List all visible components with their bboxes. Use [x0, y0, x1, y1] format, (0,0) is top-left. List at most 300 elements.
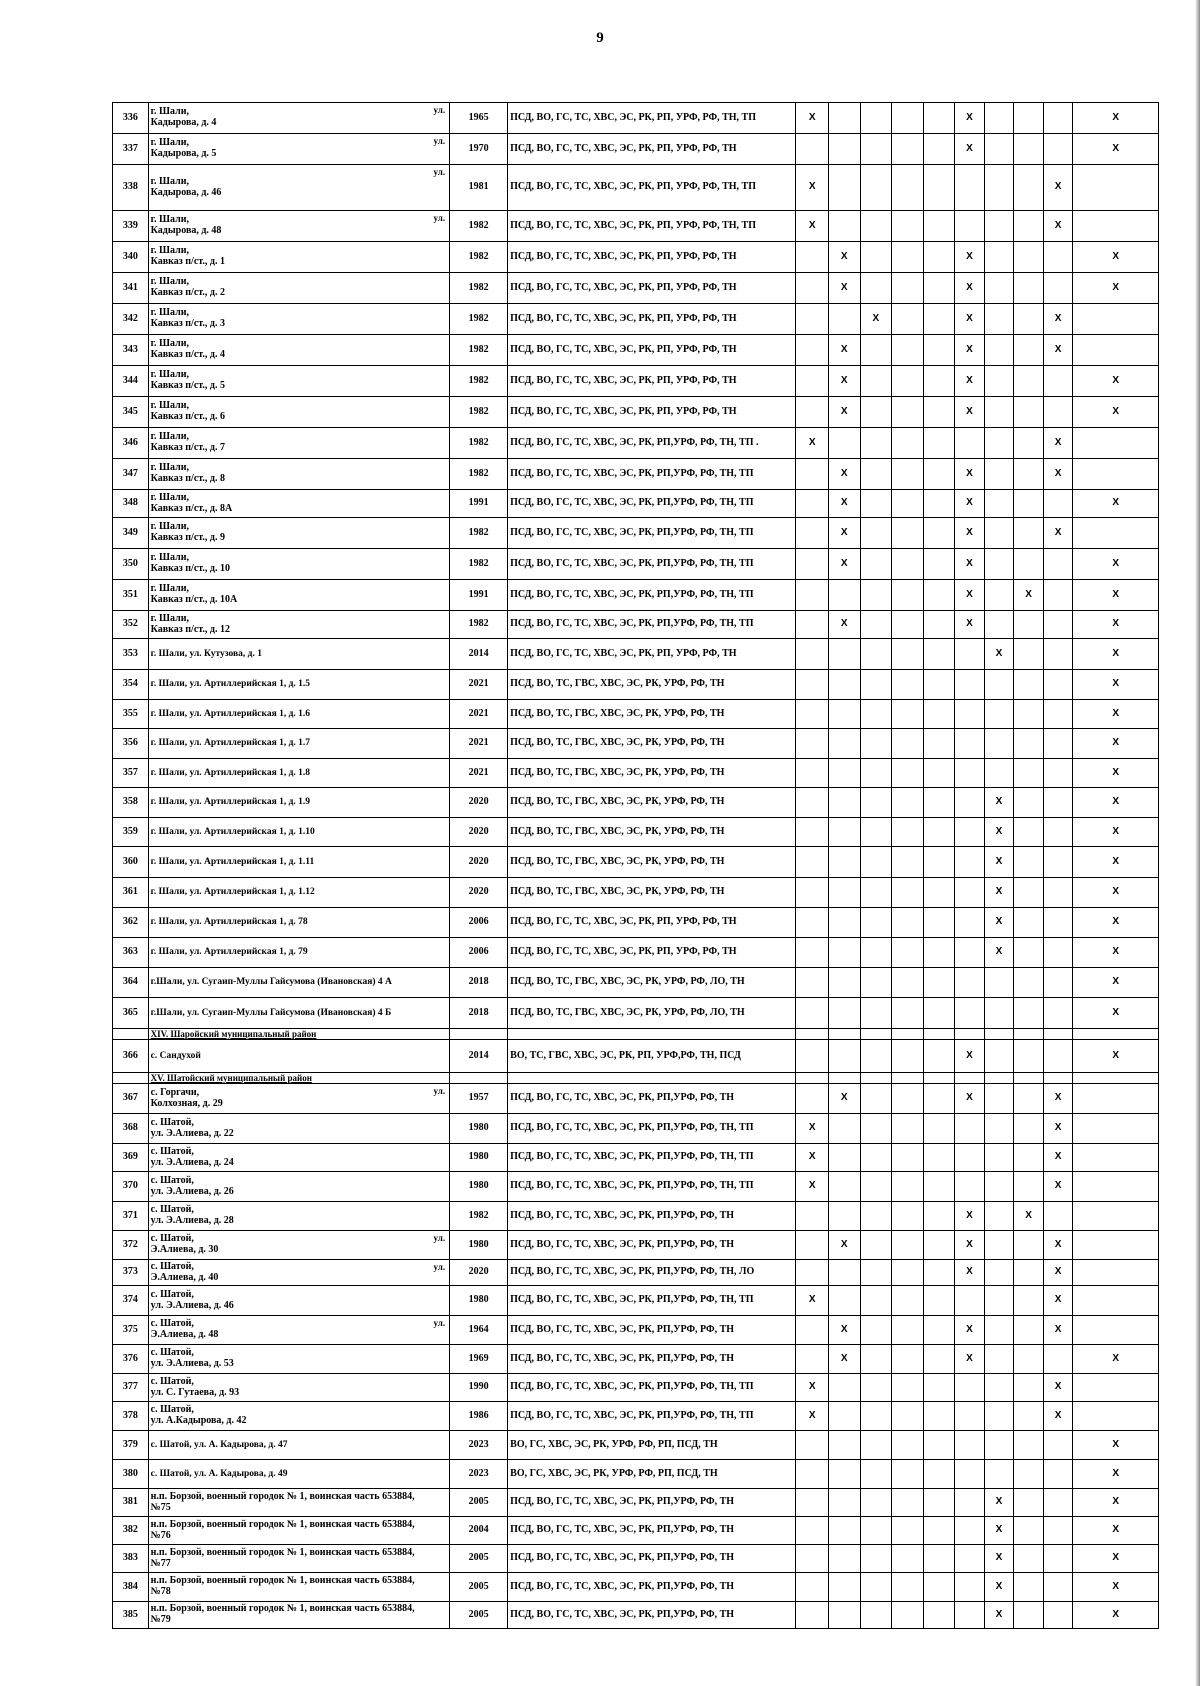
empty-mark-cell: [1043, 998, 1073, 1029]
x-mark-cell: Х: [955, 1040, 985, 1073]
empty-mark-cell: [828, 103, 860, 134]
row-number: 353: [113, 639, 149, 670]
utilities-list: ВО, ГС, ХВС, ЭС, РК, УРФ, РФ, РП, ПСД, ТН: [508, 1460, 796, 1489]
address-line: Кавказ п/ст., д. 10А: [150, 594, 238, 605]
construction-year: 1982: [450, 211, 508, 242]
empty-mark-cell: [796, 998, 829, 1029]
address-cell: [148, 549, 449, 580]
empty-mark-cell: [828, 788, 860, 818]
utilities-list: ПСД, ВО, ГС, ТС, ХВС, ЭС, РК, РП,УРФ, РФ, ТН, ТП: [508, 1374, 796, 1402]
row-number: 348: [113, 490, 149, 518]
address-cell: [148, 670, 449, 700]
empty-mark-cell: [828, 639, 860, 670]
empty-mark-cell: [984, 968, 1014, 998]
row-number: 347: [113, 459, 149, 490]
utilities-list: ПСД, ВО, ГС, ТС, ХВС, ЭС, РК, РП,УРФ, РФ, ТН, ТП: [508, 1286, 796, 1316]
empty-mark-cell: [892, 968, 924, 998]
x-mark-cell: Х: [828, 1345, 860, 1374]
empty-mark-cell: [860, 1431, 892, 1460]
construction-year: 1991: [450, 490, 508, 518]
section-empty-cell: [984, 1029, 1014, 1040]
empty-mark-cell: [828, 1114, 860, 1144]
row-number: 360: [113, 847, 149, 878]
empty-mark-cell: [828, 938, 860, 968]
x-mark-cell: Х: [1043, 1374, 1073, 1402]
section-empty-cell: [796, 1073, 829, 1084]
empty-mark-cell: [923, 639, 955, 670]
x-mark-cell: Х: [1073, 1517, 1159, 1545]
construction-year: 1980: [450, 1114, 508, 1144]
address-line: Кавказ п/ст., д. 2: [150, 287, 225, 298]
empty-mark-cell: [984, 490, 1014, 518]
empty-mark-cell: [1014, 428, 1044, 459]
empty-mark-cell: [892, 366, 924, 397]
empty-mark-cell: [1014, 1402, 1044, 1431]
x-mark-cell: Х: [1073, 273, 1159, 304]
empty-mark-cell: [1043, 366, 1073, 397]
row-number: 377: [113, 1374, 149, 1402]
empty-mark-cell: [1073, 459, 1159, 490]
row-number: 336: [113, 103, 149, 134]
empty-mark-cell: [923, 1460, 955, 1489]
empty-mark-cell: [984, 549, 1014, 580]
utilities-list: ПСД, ВО, ГС, ТС, ХВС, ЭС, РК, РП,УРФ, РФ, ТН, ТП: [508, 1172, 796, 1202]
empty-mark-cell: [955, 1144, 985, 1172]
empty-mark-cell: [860, 273, 892, 304]
empty-mark-cell: [828, 580, 860, 611]
empty-mark-cell: [892, 611, 924, 639]
empty-mark-cell: [984, 1172, 1014, 1202]
empty-mark-cell: [984, 459, 1014, 490]
construction-year: 2023: [450, 1431, 508, 1460]
x-mark-cell: Х: [1073, 366, 1159, 397]
empty-mark-cell: [955, 1517, 985, 1545]
x-mark-cell: Х: [1043, 1260, 1073, 1286]
empty-mark-cell: [923, 366, 955, 397]
empty-mark-cell: [984, 1084, 1014, 1114]
section-empty-cell: [860, 1073, 892, 1084]
address-line: г. Шали, ул. Артиллерийская 1, д. 1.7: [150, 738, 311, 749]
empty-mark-cell: [984, 1345, 1014, 1374]
construction-year: 2006: [450, 938, 508, 968]
table-row: [113, 518, 1159, 549]
row-number: 374: [113, 1286, 149, 1316]
address-line: ул. Э.Алиева, д. 28: [150, 1215, 234, 1226]
address-line: Э.Алиева, д. 48: [150, 1329, 219, 1340]
address-line: Кадырова, д. 46: [150, 186, 222, 198]
empty-mark-cell: [1043, 639, 1073, 670]
empty-mark-cell: [796, 1231, 829, 1260]
empty-mark-cell: [892, 1431, 924, 1460]
construction-year: 1980: [450, 1286, 508, 1316]
construction-year: 2021: [450, 729, 508, 759]
empty-mark-cell: [923, 397, 955, 428]
empty-mark-cell: [1014, 1374, 1044, 1402]
empty-mark-cell: [1043, 490, 1073, 518]
utilities-list: ПСД, ВО, ГС, ТС, ХВС, ЭС, РК, РП,УРФ, РФ, ТН, ТП: [508, 611, 796, 639]
empty-mark-cell: [923, 729, 955, 759]
construction-year: 1991: [450, 580, 508, 611]
x-mark-cell: Х: [1043, 459, 1073, 490]
table-row: [113, 700, 1159, 729]
address-cell: [148, 134, 449, 165]
empty-mark-cell: [1043, 847, 1073, 878]
empty-mark-cell: [796, 700, 829, 729]
empty-mark-cell: [1014, 1517, 1044, 1545]
table-row: [113, 1489, 1159, 1517]
empty-mark-cell: [860, 1316, 892, 1345]
x-mark-cell: Х: [828, 611, 860, 639]
row-number: 368: [113, 1114, 149, 1144]
empty-mark-cell: [955, 428, 985, 459]
empty-mark-cell: [796, 1545, 829, 1573]
empty-mark-cell: [828, 1545, 860, 1573]
x-mark-cell: Х: [955, 580, 985, 611]
empty-mark-cell: [828, 1517, 860, 1545]
construction-year: 1980: [450, 1144, 508, 1172]
address-line: Э.Алиева, д. 30: [150, 1244, 219, 1255]
empty-mark-cell: [828, 1573, 860, 1602]
x-mark-cell: Х: [955, 1345, 985, 1374]
empty-mark-cell: [860, 818, 892, 847]
empty-mark-cell: [923, 788, 955, 818]
x-mark-cell: Х: [1073, 908, 1159, 938]
empty-mark-cell: [796, 518, 829, 549]
table-row: [113, 1040, 1159, 1073]
x-mark-cell: Х: [1073, 998, 1159, 1029]
address-line: с. Шатой,: [150, 1174, 194, 1186]
empty-mark-cell: [923, 211, 955, 242]
empty-mark-cell: [955, 729, 985, 759]
empty-mark-cell: [860, 611, 892, 639]
table-row: [113, 729, 1159, 759]
address-cell: [148, 459, 449, 490]
empty-mark-cell: [1043, 397, 1073, 428]
empty-mark-cell: [1014, 459, 1044, 490]
x-mark-cell: Х: [796, 165, 829, 211]
empty-mark-cell: [860, 938, 892, 968]
utilities-list: ПСД, ВО, ГС, ТС, ХВС, ЭС, РК, РП, УРФ, РФ, ТН: [508, 938, 796, 968]
empty-mark-cell: [796, 968, 829, 998]
utilities-list: ПСД, ВО, ГС, ТС, ХВС, ЭС, РК, РП,УРФ, РФ, ТН, ТП .: [508, 428, 796, 459]
address-line: Кавказ п/ст., д. 7: [150, 442, 225, 453]
empty-mark-cell: [955, 1172, 985, 1202]
address-cell: [148, 611, 449, 639]
empty-mark-cell: [828, 847, 860, 878]
empty-mark-cell: [892, 518, 924, 549]
utilities-list: ПСД, ВО, ГС, ТС, ХВС, ЭС, РК, РП,УРФ, РФ, ТН: [508, 1084, 796, 1114]
x-mark-cell: Х: [984, 1573, 1014, 1602]
empty-mark-cell: [860, 335, 892, 366]
empty-mark-cell: [860, 1172, 892, 1202]
empty-mark-cell: [796, 490, 829, 518]
empty-mark-cell: [860, 1114, 892, 1144]
street-abbrev: ул.: [433, 1086, 446, 1096]
address-line: Колхозная, д. 29: [150, 1097, 223, 1109]
address-cell: [148, 1202, 449, 1231]
empty-mark-cell: [892, 818, 924, 847]
row-number: 349: [113, 518, 149, 549]
empty-mark-cell: [1043, 549, 1073, 580]
table-row: [113, 335, 1159, 366]
empty-mark-cell: [923, 1286, 955, 1316]
x-mark-cell: Х: [1043, 1144, 1073, 1172]
empty-mark-cell: [1014, 103, 1044, 134]
construction-year: 1982: [450, 611, 508, 639]
empty-mark-cell: [892, 1517, 924, 1545]
empty-mark-cell: [1014, 968, 1044, 998]
table-row: [113, 788, 1159, 818]
section-number-cell: [113, 1073, 149, 1084]
table-row: [113, 1545, 1159, 1573]
empty-mark-cell: [860, 1084, 892, 1114]
empty-mark-cell: [923, 103, 955, 134]
empty-mark-cell: [892, 211, 924, 242]
empty-mark-cell: [923, 1231, 955, 1260]
empty-mark-cell: [796, 818, 829, 847]
empty-mark-cell: [955, 700, 985, 729]
construction-year: 1990: [450, 1374, 508, 1402]
section-empty-cell: [508, 1073, 796, 1084]
empty-mark-cell: [860, 1202, 892, 1231]
row-number: 378: [113, 1402, 149, 1431]
x-mark-cell: Х: [1073, 639, 1159, 670]
utilities-list: ПСД, ВО, ГС, ТС, ХВС, ЭС, РК, РП,УРФ, РФ, ТН: [508, 1345, 796, 1374]
address-line: г. Шали,: [150, 338, 189, 350]
empty-mark-cell: [984, 304, 1014, 335]
empty-mark-cell: [955, 165, 985, 211]
address-line: н.п. Борзой, военный городок № 1, воинская часть 653884,: [150, 1546, 415, 1558]
street-abbrev: ул.: [433, 136, 446, 146]
table-row: [113, 549, 1159, 580]
empty-mark-cell: [892, 729, 924, 759]
address-line: ул. Э.Алиева, д. 46: [150, 1299, 234, 1311]
street-abbrev: ул.: [433, 105, 446, 115]
empty-mark-cell: [923, 1402, 955, 1431]
empty-mark-cell: [860, 211, 892, 242]
empty-mark-cell: [1014, 273, 1044, 304]
address-line: с. Шатой,: [150, 1318, 194, 1330]
table-row: [113, 459, 1159, 490]
x-mark-cell: Х: [955, 1084, 985, 1114]
x-mark-cell: Х: [1073, 968, 1159, 998]
empty-mark-cell: [1073, 1172, 1159, 1202]
empty-mark-cell: [923, 459, 955, 490]
address-line: Кавказ п/ст., д. 12: [150, 623, 230, 635]
row-number: 367: [113, 1084, 149, 1114]
empty-mark-cell: [892, 1545, 924, 1573]
row-number: 358: [113, 788, 149, 818]
construction-year: 2014: [450, 639, 508, 670]
address-line: г. Шали,: [150, 106, 189, 118]
empty-mark-cell: [860, 165, 892, 211]
empty-mark-cell: [860, 1573, 892, 1602]
section-empty-cell: [1043, 1029, 1073, 1040]
x-mark-cell: Х: [1073, 847, 1159, 878]
table-row: [113, 1602, 1159, 1629]
row-number: 384: [113, 1573, 149, 1602]
x-mark-cell: Х: [1073, 1545, 1159, 1573]
x-mark-cell: Х: [1043, 1316, 1073, 1345]
empty-mark-cell: [923, 134, 955, 165]
utilities-list: ПСД, ВО, ГС, ТС, ХВС, ЭС, РК, РП, УРФ, РФ, ТН, ТП: [508, 211, 796, 242]
address-cell: [148, 788, 449, 818]
empty-mark-cell: [892, 788, 924, 818]
empty-mark-cell: [923, 304, 955, 335]
construction-year: 1965: [450, 103, 508, 134]
empty-mark-cell: [892, 1345, 924, 1374]
utilities-list: ВО, ТС, ГВС, ХВС, ЭС, РК, РП, УРФ,РФ, ТН, ПСД: [508, 1040, 796, 1073]
empty-mark-cell: [984, 759, 1014, 788]
empty-mark-cell: [892, 1231, 924, 1260]
utilities-list: ВО, ГС, ХВС, ЭС, РК, УРФ, РФ, РП, ПСД, ТН: [508, 1431, 796, 1460]
x-mark-cell: Х: [984, 639, 1014, 670]
construction-year: 1982: [450, 459, 508, 490]
address-line: г. Шали,: [150, 214, 189, 226]
x-mark-cell: Х: [828, 397, 860, 428]
construction-year: 1982: [450, 273, 508, 304]
row-number: 345: [113, 397, 149, 428]
row-number: 373: [113, 1260, 149, 1286]
empty-mark-cell: [892, 134, 924, 165]
x-mark-cell: Х: [828, 366, 860, 397]
empty-mark-cell: [892, 103, 924, 134]
address-line: г.Шали, ул. Сугаип-Муллы Гайсумова (Ивановская) 4 Б: [150, 1007, 392, 1018]
empty-mark-cell: [1043, 1489, 1073, 1517]
empty-mark-cell: [1014, 1602, 1044, 1629]
empty-mark-cell: [892, 1144, 924, 1172]
address-cell: [148, 1114, 449, 1144]
empty-mark-cell: [923, 908, 955, 938]
empty-mark-cell: [892, 1202, 924, 1231]
x-mark-cell: Х: [796, 103, 829, 134]
construction-year: 1982: [450, 549, 508, 580]
utilities-list: ПСД, ВО, ГС, ТС, ХВС, ЭС, РК, РП,УРФ, РФ, ТН, ЛО: [508, 1260, 796, 1286]
x-mark-cell: Х: [955, 1316, 985, 1345]
table-row: [113, 490, 1159, 518]
construction-year: 2006: [450, 908, 508, 938]
address-line: г. Шали,: [150, 137, 189, 149]
construction-year: 1982: [450, 518, 508, 549]
row-number: 381: [113, 1489, 149, 1517]
empty-mark-cell: [860, 518, 892, 549]
row-number: 352: [113, 611, 149, 639]
construction-year: 2020: [450, 847, 508, 878]
x-mark-cell: Х: [796, 428, 829, 459]
empty-mark-cell: [1014, 1231, 1044, 1260]
empty-mark-cell: [955, 1489, 985, 1517]
empty-mark-cell: [984, 1144, 1014, 1172]
utilities-list: ПСД, ВО, ГС, ТС, ХВС, ЭС, РК, РП,УРФ, РФ, ТН, ТП: [508, 490, 796, 518]
utilities-list: ПСД, ВО, ГС, ТС, ХВС, ЭС, РК, РП,УРФ, РФ, ТН: [508, 1573, 796, 1602]
x-mark-cell: Х: [1073, 549, 1159, 580]
x-mark-cell: Х: [955, 134, 985, 165]
empty-mark-cell: [984, 103, 1014, 134]
address-cell: [148, 211, 449, 242]
address-cell: [148, 1431, 449, 1460]
x-mark-cell: Х: [828, 549, 860, 580]
empty-mark-cell: [796, 549, 829, 580]
address-line: г. Шали,: [150, 462, 189, 474]
empty-mark-cell: [892, 273, 924, 304]
empty-mark-cell: [892, 1316, 924, 1345]
empty-mark-cell: [955, 788, 985, 818]
utilities-list: ПСД, ВО, ТС, ГВС, ХВС, ЭС, РК, УРФ, РФ, ЛО, ТН: [508, 998, 796, 1029]
empty-mark-cell: [1014, 639, 1044, 670]
table-row: [113, 1084, 1159, 1114]
construction-year: 2020: [450, 1260, 508, 1286]
utilities-list: ПСД, ВО, ГС, ТС, ХВС, ЭС, РК, РП, УРФ, РФ, ТН, ТП: [508, 165, 796, 211]
construction-year: 1981: [450, 165, 508, 211]
construction-year: 1964: [450, 1316, 508, 1345]
empty-mark-cell: [984, 335, 1014, 366]
row-number: 372: [113, 1231, 149, 1260]
x-mark-cell: Х: [984, 878, 1014, 908]
utilities-list: ПСД, ВО, ГС, ТС, ХВС, ЭС, РК, РП,УРФ, РФ, ТН, ТП: [508, 1402, 796, 1431]
empty-mark-cell: [923, 1316, 955, 1345]
street-abbrev: ул.: [433, 213, 446, 223]
empty-mark-cell: [860, 878, 892, 908]
address-line: ул. Э.Алиева, д. 24: [150, 1156, 234, 1168]
empty-mark-cell: [1014, 304, 1044, 335]
x-mark-cell: Х: [1043, 1114, 1073, 1144]
utilities-list: ПСД, ВО, ТС, ГВС, ХВС, ЭС, РК, УРФ, РФ, ЛО, ТН: [508, 968, 796, 998]
empty-mark-cell: [1043, 788, 1073, 818]
address-cell: [148, 1602, 449, 1629]
empty-mark-cell: [828, 1202, 860, 1231]
section-empty-cell: [450, 1029, 508, 1040]
address-line: ул. А.Кадырова, д. 42: [150, 1415, 247, 1426]
empty-mark-cell: [828, 1402, 860, 1431]
row-number: 361: [113, 878, 149, 908]
utilities-list: ПСД, ВО, ГС, ТС, ХВС, ЭС, РК, РП,УРФ, РФ, ТН: [508, 1316, 796, 1345]
x-mark-cell: Х: [1043, 1084, 1073, 1114]
empty-mark-cell: [955, 1114, 985, 1144]
x-mark-cell: Х: [955, 242, 985, 273]
x-mark-cell: Х: [1073, 1460, 1159, 1489]
empty-mark-cell: [984, 1114, 1014, 1144]
address-line: с. Шатой,: [150, 1116, 194, 1128]
empty-mark-cell: [1043, 1517, 1073, 1545]
empty-mark-cell: [860, 700, 892, 729]
empty-mark-cell: [923, 1374, 955, 1402]
empty-mark-cell: [860, 1545, 892, 1573]
empty-mark-cell: [860, 1345, 892, 1374]
utilities-list: ПСД, ВО, ГС, ТС, ХВС, ЭС, РК, РП,УРФ, РФ, ТН, ТП: [508, 549, 796, 580]
empty-mark-cell: [892, 1402, 924, 1431]
empty-mark-cell: [1043, 1602, 1073, 1629]
construction-year: 1982: [450, 335, 508, 366]
empty-mark-cell: [1014, 729, 1044, 759]
empty-mark-cell: [984, 1231, 1014, 1260]
section-empty-cell: [1073, 1029, 1159, 1040]
section-empty-cell: [508, 1029, 796, 1040]
construction-year: 2005: [450, 1602, 508, 1629]
empty-mark-cell: [892, 490, 924, 518]
empty-mark-cell: [1073, 211, 1159, 242]
empty-mark-cell: [892, 670, 924, 700]
empty-mark-cell: [828, 428, 860, 459]
address-line: г. Шали,: [150, 552, 189, 564]
address-cell: [148, 1172, 449, 1202]
district-section-row: [113, 1073, 1159, 1084]
x-mark-cell: Х: [984, 818, 1014, 847]
empty-mark-cell: [1043, 908, 1073, 938]
empty-mark-cell: [828, 818, 860, 847]
x-mark-cell: Х: [984, 1602, 1014, 1629]
address-line: с. Шатой, ул. А. Кадырова, д. 49: [150, 1468, 288, 1479]
utilities-list: ПСД, ВО, ГС, ТС, ХВС, ЭС, РК, РП,УРФ, РФ, ТН: [508, 1489, 796, 1517]
